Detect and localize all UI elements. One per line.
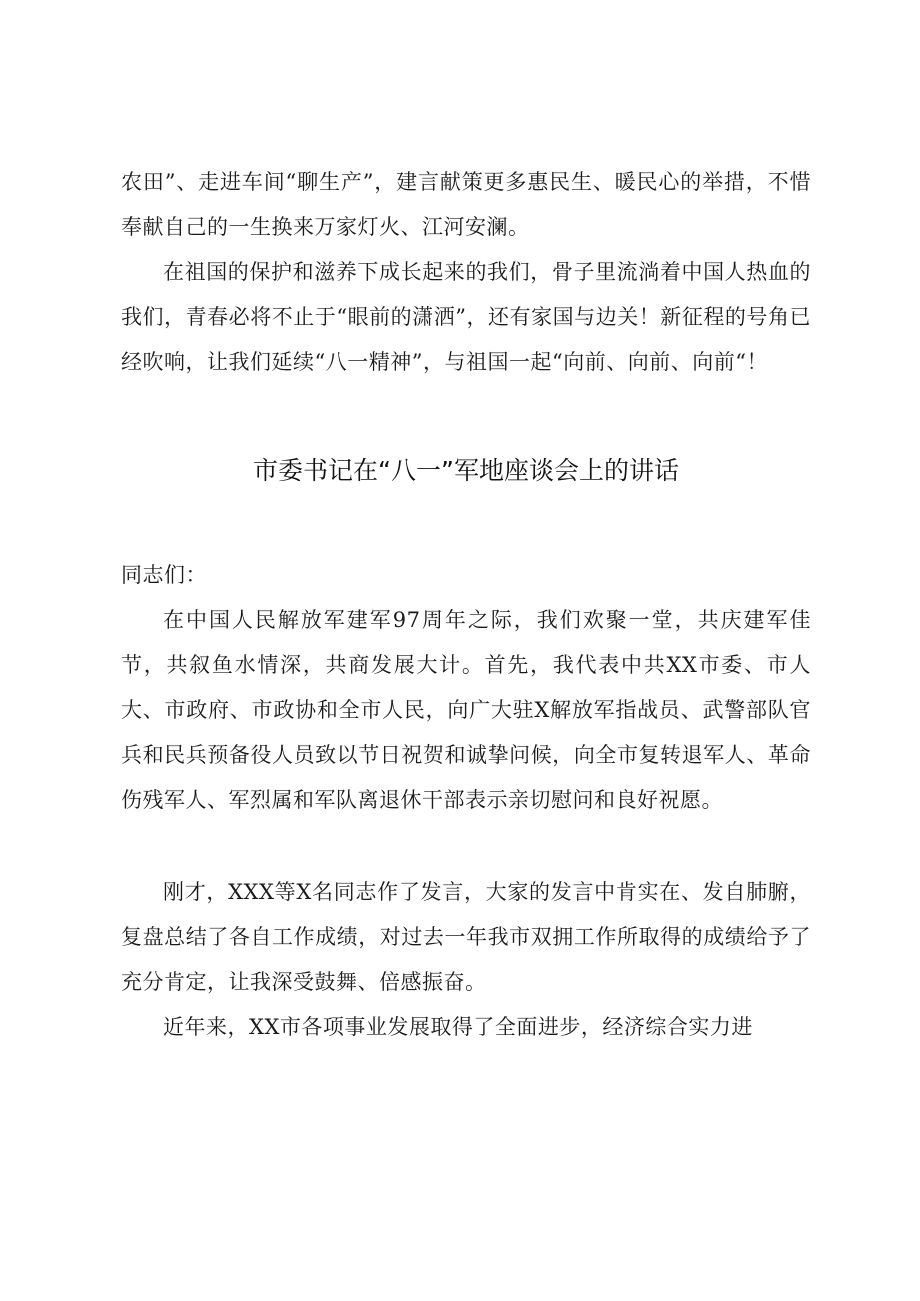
body-paragraph: 农田”、走进车间“聊生产”，建言献策更多惠民生、暖民心的举措，不惜奉献自己的一生换来万家灯火、江河安澜。 (121, 170, 811, 239)
body-paragraph: 刚才，XXX等X名同志作了发言，大家的发言中肯实在、发自肺腑，复盘总结了各自工作成绩，对过去一年我市双拥工作所取得的成绩给予了充分肯定，让我深受鼓舞、倍感振奋。 (121, 880, 811, 994)
body-paragraph: 在中国人民解放军建军97周年之际，我们欢聚一堂，共庆建军佳节，共叙鱼水情深，共商发展大计。首先，我代表中共XX市委、市人大、市政府、市政协和全市人民，向广大驻X解放军指战员、武警部队官兵和民兵预备役人员致以节日祝贺和诚挚问候，向全市复转退军人、革命伤残军人、军烈属和军队离退休干部表示亲切慰问和良好祝愿。 (121, 608, 811, 812)
body-paragraph: 在祖国的保护和滋养下成长起来的我们，骨子里流淌着中国人热血的我们，青春必将不止于“眼前的潇洒”，还有家国与边关！新征程的号角已经吹响，让我们延续“八一精神”，与祖国一起“向前、向前、向前“！ (121, 260, 811, 374)
salutation: 同志们： (121, 563, 207, 587)
body-paragraph: 近年来，XX市各项事业发展取得了全面进步，经济综合实力进 (163, 1015, 753, 1039)
document-body (121, 160, 811, 1050)
speech-title: 市委书记在“八一”军地座谈会上的讲话 (253, 456, 679, 485)
